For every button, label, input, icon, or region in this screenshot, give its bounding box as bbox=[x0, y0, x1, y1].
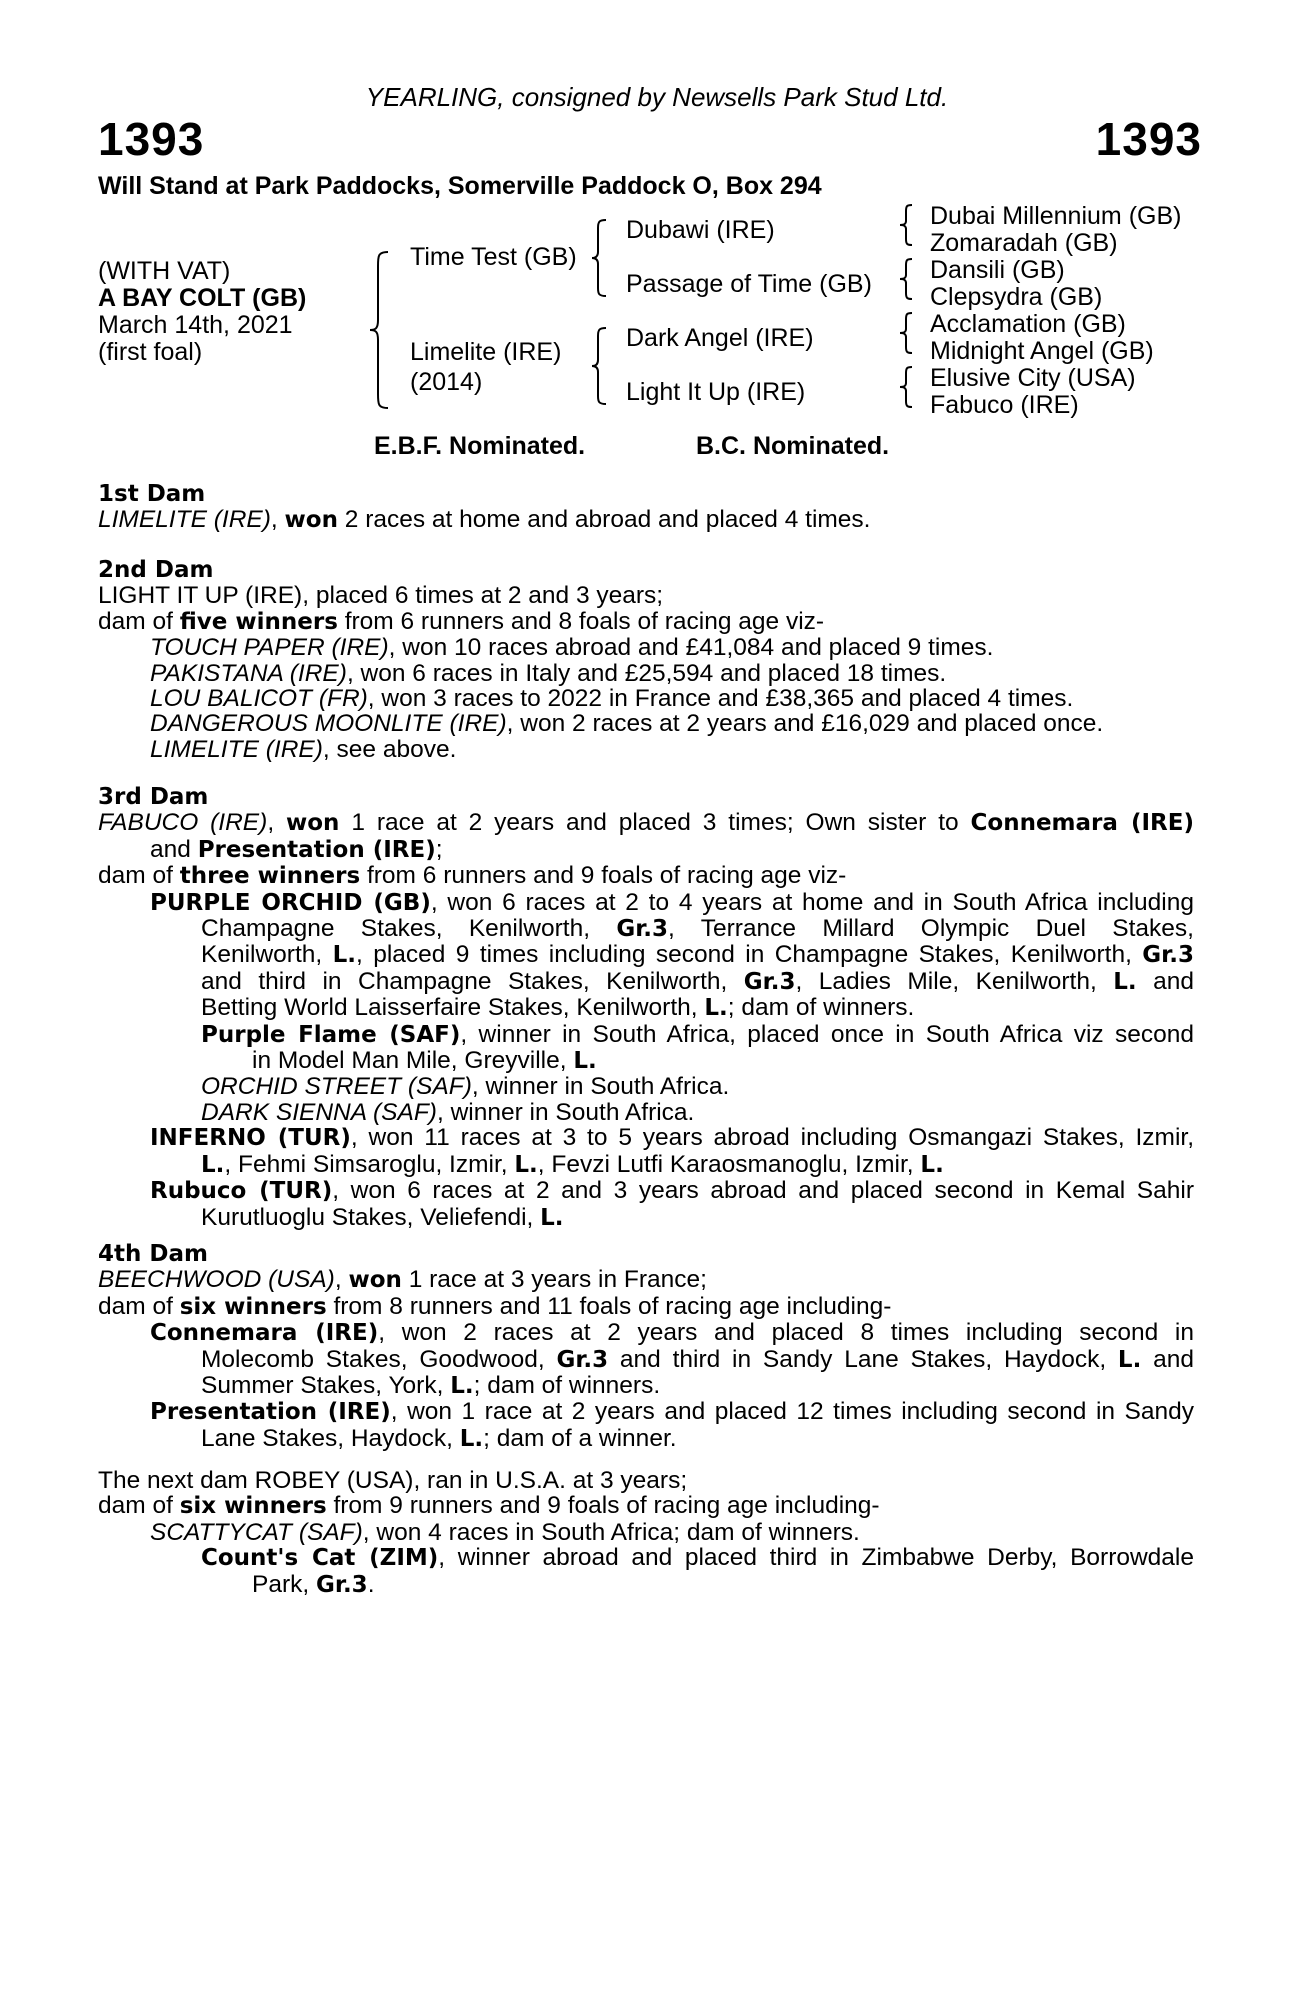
produce-item bbox=[98, 1074, 1194, 1099]
text: , won 2 races at 2 years and £16,029 and placed once. bbox=[506, 710, 1104, 738]
dam-line bbox=[98, 507, 1194, 533]
section-heading: 1st Dam bbox=[98, 481, 206, 507]
produce-item bbox=[98, 1520, 1194, 1545]
third-dam-section bbox=[98, 785, 1194, 1231]
pedigree-bracket-2 bbox=[898, 257, 918, 301]
ebf-nomination: E.B.F. Nominated. bbox=[374, 432, 586, 460]
text: , winner in South Africa. bbox=[471, 1073, 730, 1101]
produce-item bbox=[98, 1100, 1194, 1125]
produce-item-cont bbox=[98, 1572, 1194, 1598]
text: dam of bbox=[98, 1492, 180, 1520]
text: , won 4 races in South Africa; dam of winners. bbox=[362, 1518, 860, 1546]
listed-label: L. bbox=[573, 1048, 597, 1075]
section-heading: 4th Dam bbox=[98, 1241, 208, 1267]
pedigree-sss: Dubai Millennium (GB) bbox=[930, 202, 1182, 230]
foaling-date: March 14th, 2021 bbox=[98, 311, 293, 339]
horse-name: SCATTYCAT (SAF) bbox=[150, 1518, 363, 1546]
horse-name: TOUCH PAPER (IRE) bbox=[150, 634, 389, 662]
text: , Terrance Millard Olympic Duel Stakes, bbox=[668, 915, 1194, 943]
pedigree-bracket-3 bbox=[898, 311, 918, 355]
text: Kurutluoglu Stakes, Veliefendi, bbox=[201, 1203, 541, 1231]
listed-label: L. bbox=[514, 1151, 538, 1178]
produce-item bbox=[98, 1545, 1194, 1571]
text: , see above. bbox=[322, 735, 457, 763]
lot-number-right: 1393 bbox=[1095, 113, 1202, 165]
text: and bbox=[1136, 967, 1194, 995]
text: and bbox=[150, 835, 198, 863]
pedigree-sds: Dansili (GB) bbox=[930, 256, 1065, 284]
horse-name: LOU BALICOT (FR) bbox=[150, 685, 368, 713]
text: from 6 runners and 8 foals of racing age viz- bbox=[337, 607, 825, 635]
group-label: Gr.3 bbox=[316, 1571, 368, 1598]
next-dam-section bbox=[98, 1468, 1194, 1598]
horse-name: A BAY COLT (GB) bbox=[98, 284, 307, 312]
vat-note: (WITH VAT) bbox=[98, 257, 231, 285]
winners-count: six winners bbox=[179, 1493, 327, 1520]
section-heading: 3rd Dam bbox=[98, 784, 209, 810]
text: Betting World Laisserfaire Stakes, Kenilworth, bbox=[201, 994, 705, 1022]
listed-label: L. bbox=[450, 1373, 474, 1400]
text: dam of bbox=[98, 1292, 180, 1320]
won-label: won bbox=[348, 1267, 402, 1294]
horse-name: Presentation (IRE) bbox=[150, 1399, 391, 1426]
group-label: Gr.3 bbox=[616, 916, 669, 943]
won-label: won bbox=[284, 507, 338, 534]
horse-name: Connemara (IRE) bbox=[150, 1320, 379, 1347]
horse-name: LIMELITE (IRE) bbox=[150, 735, 323, 763]
pedigree-sire-sire: Dubawi (IRE) bbox=[626, 216, 775, 244]
produce-item-cont bbox=[98, 969, 1194, 995]
pedigree-bracket-1 bbox=[898, 203, 918, 247]
produce-item-cont bbox=[98, 942, 1194, 968]
produce-item bbox=[98, 635, 1194, 660]
group-label: Gr.3 bbox=[1142, 942, 1194, 969]
first-dam-section bbox=[98, 482, 1194, 534]
produce-item bbox=[98, 890, 1194, 916]
dam-line: LIGHT IT UP (IRE), placed 6 times at 2 and 3 years; bbox=[98, 582, 664, 610]
text: , winner in South Africa. bbox=[436, 1098, 695, 1126]
text: , placed 9 times including second in Champagne Stakes, Kenilworth, bbox=[356, 941, 1143, 969]
text: 1 race at 2 years and placed 3 times; Own sister to bbox=[339, 809, 971, 837]
pedigree-dam-bracket bbox=[590, 326, 614, 406]
produce-item-cont bbox=[98, 1347, 1194, 1373]
produce-item-cont bbox=[98, 1426, 1194, 1452]
horse-name: ORCHID STREET (SAF) bbox=[201, 1073, 472, 1101]
text: , won 6 races at 2 to 4 years at home and in South Africa including bbox=[430, 888, 1194, 916]
pedigree-dam-sire: Dark Angel (IRE) bbox=[626, 324, 814, 352]
text: dam of bbox=[98, 862, 180, 890]
produce-item-cont bbox=[98, 1373, 1194, 1399]
dam-name: BEECHWOOD (USA) bbox=[98, 1266, 335, 1294]
text: , Fevzi Lutfi Karaosmanoglu, Izmir, bbox=[537, 1150, 921, 1178]
pedigree-dds: Elusive City (USA) bbox=[930, 364, 1136, 392]
dam-line bbox=[98, 810, 1194, 836]
text: , bbox=[267, 809, 286, 837]
text: , winner abroad and placed third in Zimbabwe Derby, Borrowdale bbox=[438, 1544, 1195, 1572]
horse-name: DANGEROUS MOONLITE (IRE) bbox=[150, 710, 507, 738]
pedigree-dsd: Midnight Angel (GB) bbox=[930, 337, 1154, 365]
text: , won 3 races to 2022 in France and £38,365 and placed 4 times. bbox=[367, 685, 1074, 713]
text: 1 race at 3 years in France; bbox=[401, 1266, 707, 1294]
text: , won 6 races at 2 and 3 years abroad and placed second in Kemal Sahir bbox=[332, 1177, 1195, 1205]
listed-label: L. bbox=[201, 1151, 225, 1178]
produce-item-cont bbox=[98, 1205, 1194, 1231]
text: ; dam of a winner. bbox=[483, 1424, 677, 1452]
dam-line bbox=[98, 1267, 1194, 1293]
bc-nomination: B.C. Nominated. bbox=[696, 432, 890, 460]
text: Lane Stakes, Haydock, bbox=[201, 1424, 460, 1452]
text: Molecomb Stakes, Goodwood, bbox=[201, 1345, 557, 1373]
text: dam of bbox=[98, 607, 180, 635]
text: , bbox=[270, 506, 285, 534]
text: from 8 runners and 11 foals of racing age including- bbox=[326, 1292, 892, 1320]
group-label: Gr.3 bbox=[556, 1346, 609, 1373]
produce-item bbox=[98, 1320, 1194, 1346]
dam-name: LIMELITE (IRE) bbox=[98, 506, 271, 534]
dam-produce-line bbox=[98, 863, 1194, 889]
text: 2 races at home and abroad and placed 4 times. bbox=[337, 506, 871, 534]
text: ; dam of winners. bbox=[473, 1372, 661, 1400]
text: and third in Champagne Stakes, Kenilworth, bbox=[201, 967, 744, 995]
winners-count: six winners bbox=[179, 1293, 327, 1320]
pedigree-sdd: Clepsydra (GB) bbox=[930, 283, 1103, 311]
text: Champagne Stakes, Kenilworth, bbox=[201, 915, 617, 943]
winners-count: five winners bbox=[179, 608, 338, 635]
text: , winner in South Africa, placed once in South Africa viz second bbox=[460, 1020, 1194, 1048]
pedigree-dam-name: Limelite (IRE) bbox=[410, 338, 562, 366]
text: , won 6 races in Italy and £25,594 and placed 18 times. bbox=[346, 659, 947, 687]
winners-count: three winners bbox=[179, 863, 361, 890]
dam-produce-line bbox=[98, 609, 1194, 635]
dam-name: FABUCO (IRE) bbox=[98, 809, 268, 837]
text: ; bbox=[435, 835, 443, 863]
listed-label: L. bbox=[1113, 968, 1137, 995]
produce-item-cont bbox=[98, 916, 1194, 942]
pedigree-main-bracket bbox=[368, 250, 398, 410]
black-type-horse: Presentation (IRE) bbox=[197, 836, 436, 863]
black-type-horse: Connemara (IRE) bbox=[970, 810, 1194, 837]
pedigree-dss: Acclamation (GB) bbox=[930, 310, 1126, 338]
horse-name: Purple Flame (SAF) bbox=[201, 1021, 461, 1048]
produce-item bbox=[98, 1022, 1194, 1048]
foal-note: (first foal) bbox=[98, 338, 203, 366]
pedigree-sire: Time Test (GB) bbox=[410, 243, 577, 271]
dam-line: The next dam ROBEY (USA), ran in U.S.A. at 3 years; bbox=[98, 1467, 688, 1494]
text: Park, bbox=[252, 1570, 316, 1598]
won-label: won bbox=[286, 810, 340, 837]
produce-item bbox=[98, 686, 1194, 711]
produce-item bbox=[98, 1125, 1194, 1151]
pedigree-dam bbox=[410, 337, 561, 397]
produce-item-cont bbox=[98, 1152, 1194, 1178]
produce-item bbox=[98, 711, 1194, 736]
dam-line-cont bbox=[98, 837, 1194, 863]
produce-item bbox=[98, 737, 1194, 762]
text: Kenilworth, bbox=[201, 941, 333, 969]
text: from 6 runners and 9 foals of racing age viz- bbox=[360, 862, 847, 890]
pedigree-sire-dam: Passage of Time (GB) bbox=[626, 270, 872, 298]
horse-name: DARK SIENNA (SAF) bbox=[201, 1098, 437, 1126]
text: , bbox=[334, 1266, 349, 1294]
text: , won 2 races at 2 years and placed 8 times including second in bbox=[378, 1319, 1194, 1347]
pedigree-dam-dam: Light It Up (IRE) bbox=[626, 378, 806, 406]
text: from 9 runners and 9 foals of racing age including- bbox=[326, 1492, 880, 1520]
pedigree-sire-bracket bbox=[590, 218, 614, 298]
stand-location: Will Stand at Park Paddocks, Somerville Paddock O, Box 294 bbox=[98, 172, 822, 200]
pedigree-bracket-4 bbox=[898, 365, 918, 409]
text: , won 1 race at 2 years and placed 12 times including second in Sandy bbox=[390, 1398, 1194, 1426]
text: in Model Man Mile, Greyville, bbox=[252, 1047, 574, 1075]
lot-number-left: 1393 bbox=[98, 113, 205, 165]
listed-label: L. bbox=[540, 1204, 564, 1231]
text: . bbox=[367, 1570, 375, 1598]
horse-name: Count's Cat (ZIM) bbox=[201, 1545, 439, 1572]
listed-label: L. bbox=[1117, 1346, 1142, 1373]
text: , won 10 races abroad and £41,084 and placed 9 times. bbox=[388, 634, 994, 662]
listed-label: L. bbox=[920, 1151, 944, 1178]
fourth-dam-section bbox=[98, 1242, 1194, 1452]
produce-item bbox=[98, 1399, 1194, 1425]
text: , won 11 races at 3 to 5 years abroad including Osmangazi Stakes, Izmir, bbox=[350, 1124, 1195, 1152]
section-heading: 2nd Dam bbox=[98, 557, 214, 583]
listed-label: L. bbox=[332, 942, 356, 969]
text: ; dam of winners. bbox=[727, 994, 915, 1022]
dam-produce-line bbox=[98, 1493, 1194, 1519]
text: , Ladies Mile, Kenilworth, bbox=[795, 967, 1114, 995]
consignment-line: YEARLING, consigned by Newsells Park Stud Ltd. bbox=[365, 82, 949, 112]
horse-name: Rubuco (TUR) bbox=[150, 1178, 333, 1205]
listed-label: L. bbox=[459, 1425, 484, 1452]
horse-details bbox=[98, 258, 306, 366]
pedigree-dam-year: (2014) bbox=[410, 368, 483, 396]
text: and third in Sandy Lane Stakes, Haydock, bbox=[608, 1345, 1118, 1373]
horse-name: INFERNO (TUR) bbox=[150, 1125, 351, 1152]
produce-item bbox=[98, 1178, 1194, 1204]
text: and bbox=[1141, 1345, 1195, 1373]
produce-item-cont bbox=[98, 1048, 1194, 1074]
pedigree-ddd: Fabuco (IRE) bbox=[930, 391, 1079, 419]
dam-produce-line bbox=[98, 1294, 1194, 1320]
produce-item bbox=[98, 661, 1194, 686]
horse-name: PURPLE ORCHID (GB) bbox=[150, 889, 431, 916]
pedigree-ssd: Zomaradah (GB) bbox=[930, 229, 1118, 257]
second-dam-section bbox=[98, 558, 1194, 762]
group-label: Gr.3 bbox=[743, 968, 796, 995]
listed-label: L. bbox=[704, 995, 728, 1022]
text: Summer Stakes, York, bbox=[201, 1372, 451, 1400]
horse-name: PAKISTANA (IRE) bbox=[150, 659, 347, 687]
produce-item-cont bbox=[98, 995, 1194, 1021]
text: , Fehmi Simsaroglu, Izmir, bbox=[224, 1150, 515, 1178]
